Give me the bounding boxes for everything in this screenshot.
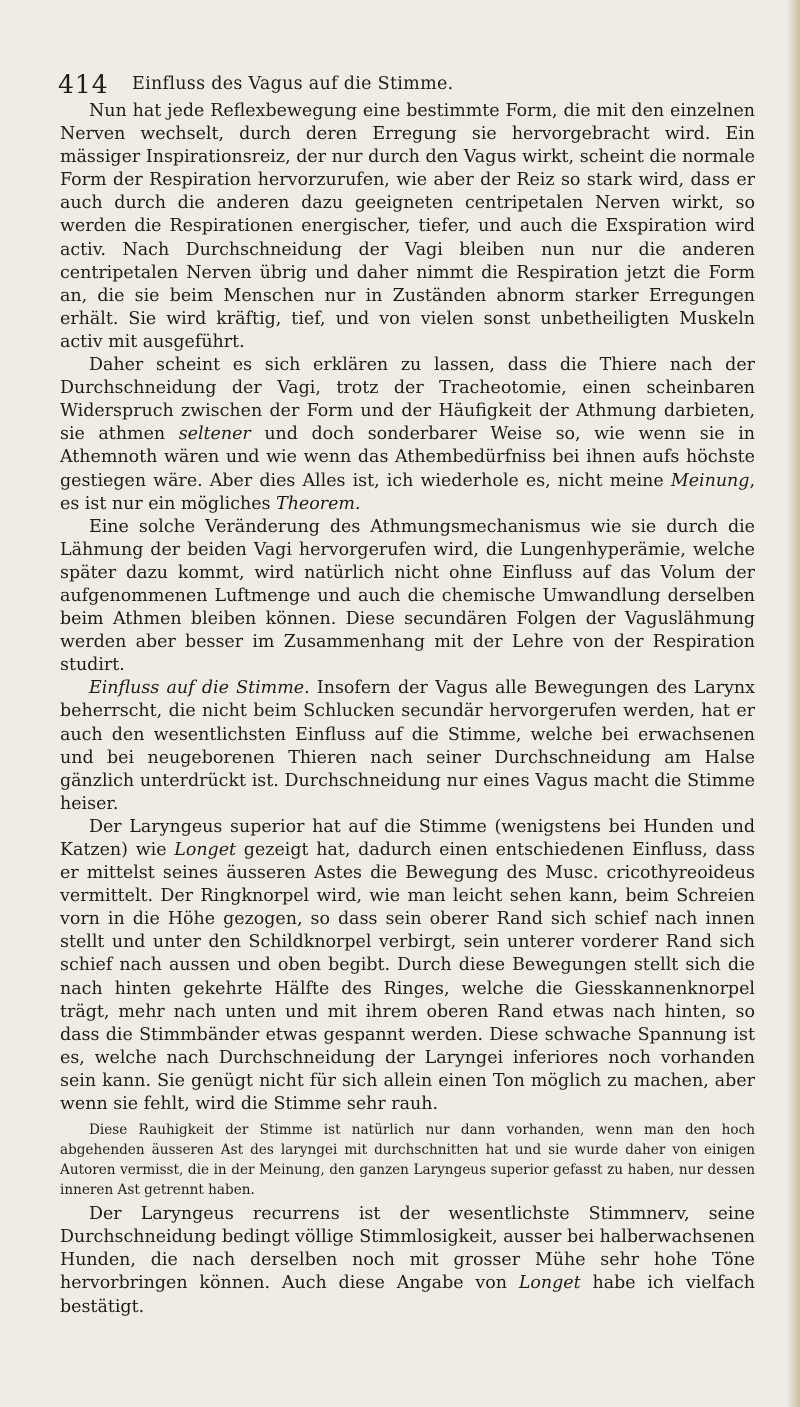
paragraph-reflex-form: Nun hat jede Reflexbewegung eine bestimmte Form, die mit den einzelnen Nerven wechselt, durch deren Erregung sie hervorgebracht wird. Ein mässiger Inspirationsreiz, der nur durch den Vagus wirkt, scheint die normale Form der Respiration hervorzurufen, wie aber der Reiz so stark wird, dass er auch durch die anderen dazu geeigneten centripetalen Nerven wirkt, so werden die Respirationen energischer, tiefer, und auch die Exspiration wird activ. Nach Durchschneidung der Vagi bleiben nun nur die anderen centripetalen Nerven übrig und daher nimmt die Respiration jetzt die Form an, die sie beim Menschen nur in Zuständen abnorm starker Erregungen erhält. Sie wird kräftig, tief, und von vielen sonst unbetheiligten Muskeln activ mit ausgeführt. [60, 101, 755, 352]
small-print-note: Diese Rauhigkeit der Stimme ist natürlich nur dann vorhanden, wenn man den hoch abgehenden äusseren Ast des laryngei mit durchschnitten hat und sie wurde daher von einigen Autoren vermisst, die in der Meinung, den ganzen Laryngeus superior gefasst zu haben, nur dessen inneren Ast getrennt haben. [60, 1122, 755, 1199]
author-longet-2: Longet [518, 1273, 581, 1294]
paragraph-laryngeus-superior: Der Laryngeus superior hat auf die Stimme (wenigstens bei Hunden und Katzen) wie Longet gezeigt hat, dadurch einen entschiedenen Einfluss, dass er mittelst seines äusseren Astes die Bewegung des Musc. cricothyreoideus vermittelt. Der Ringknorpel wird, wie man leicht sehen kann, beim Schreien vorn in die Höhe gezogen, so dass sein oberer Rand sich schief nach innen stellt und unter den Schildknorpel verbirgt, sein unterer vorderer Rand sich schief nach aussen und oben begibt. Durch diese Bewegungen stellt sich die nach hinten gekehrte Hälfte des Ringes, welche die Giesskannenknorpel trägt, mehr nach unten und mit ihrem oberen Rand etwas nach hinten, so dass die Stimmbänder etwas gespannt werden. Diese schwache Spannung ist es, welche nach Durchschneidung der Laryngei inferiores noch vorhanden sein kann. Sie genügt nicht für sich allein einen Ton möglich zu machen, aber wenn sie fehlt, wird die Stimme sehr rauh. [60, 816, 755, 1115]
running-title: Einfluss des Vagus auf die Stimme. [132, 74, 454, 94]
paragraph-breathing-contradiction: Daher scheint es sich erklären zu lassen, dass die Thiere nach der Durchschneidung der Vagi, trotz der Tracheotomie, einen scheinbaren Widerspruch zwischen der Form und der Häufigkeit der Athmung darbieten, sie athmen seltener und doch sonderbarer Weise so, wie wenn sie in Athemnoth wären und wie wenn das Athembedürfniss bei ihnen aufs höchste gestiegen wäre. Aber dies Alles ist, ich wiederhole es, nicht meine Meinung, es ist nur ein mögliches Theorem. [60, 355, 756, 514]
paragraph-respiration-mechanism: Eine solche Veränderung des Athmungsmechanismus wie sie durch die Lähmung der beiden Vagi hervorgerufen wird, die Lungenhyperämie, welche später dazu kommt, wird natürlich nicht ohne Einfluss auf das Volum der aufgenommenen Luftmenge und auch die chemische Umwandlung derselben beim Athmen bleiben können. Diese secundären Folgen der Vaguslähmung werden aber besser im Zusammenhang mit der Lehre von der Respiration studirt. [60, 516, 755, 676]
body-text [60, 100, 755, 1319]
page-header [58, 70, 758, 104]
emphasis-meinung: Meinung [670, 470, 750, 491]
paragraph-voice-influence: Einfluss auf die Stimme. Insofern der Vagus alle Bewegungen des Larynx beherrscht, die nicht beim Schlucken secundär hervorgerufen werden, hat er auch den wesentlichsten Einfluss auf die Stimme, welche bei erwachsenen und bei neugeborenen Thieren nach seiner Durchschneidung am Halse gänzlich unterdrückt ist. Durchschneidung nur eines Vagus macht die Stimme heiser. [60, 678, 755, 814]
emphasis-seltener: seltener [178, 424, 251, 445]
section-heading-voice: Einfluss auf die Stimme. [89, 678, 310, 699]
paragraph-laryngeus-recurrens: Der Laryngeus recurrens ist der wesentlichste Stimmnerv, seine Durchschneidung bedingt völlige Stimmlosigkeit, ausser bei halberwachsenen Hunden, die nach derselben noch mit grosser Mühe sehr hohe Töne hervorbringen können. Auch diese Angabe von Longet habe ich vielfach bestätigt. [60, 1204, 756, 1317]
page-number: 414 [58, 70, 109, 99]
emphasis-theorem: Theorem. [276, 493, 361, 514]
page-edge-shadow [786, 0, 800, 1407]
author-longet: Longet [174, 840, 237, 860]
